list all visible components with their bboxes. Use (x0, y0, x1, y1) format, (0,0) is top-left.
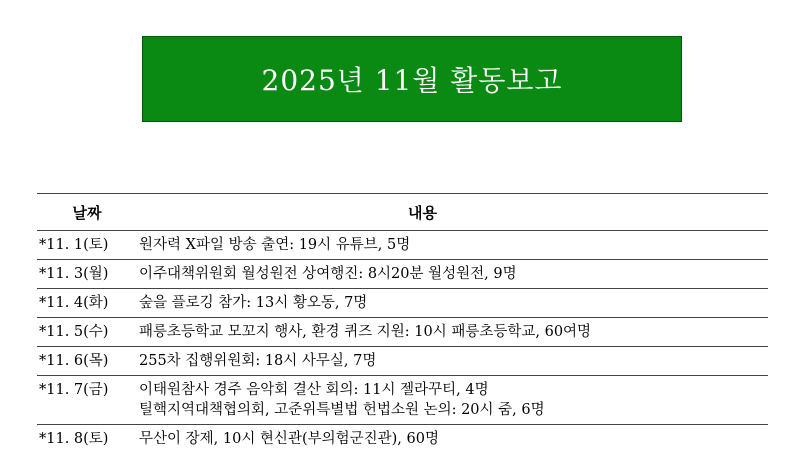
content-line: 원자력 X파일 방송 출연: 19시 유튜브, 5명 (139, 237, 411, 253)
table-row (37, 347, 768, 376)
page-title: 2025년 11월 활동보고 (261, 64, 563, 97)
table-row (37, 425, 768, 447)
row-date: *11. 7(금) (39, 382, 109, 398)
table-row (37, 376, 768, 425)
content-line: 숲을 플로깅 참가: 13시 황오동, 7명 (139, 295, 368, 311)
row-content (139, 260, 768, 288)
table-row (37, 289, 768, 318)
row-date: *11. 8(토) (39, 431, 109, 447)
content-line: 이태원참사 경주 음악회 결산 회의: 11시 젤라꾸티, 4명 (139, 382, 489, 398)
row-date: *11. 6(목) (39, 353, 109, 369)
row-content (139, 376, 768, 424)
row-content (139, 231, 768, 259)
row-content (139, 425, 768, 447)
row-content (139, 347, 768, 375)
row-date: *11. 1(토) (39, 237, 109, 253)
content-line: 틸핵지역대책협의회, 고준위특별법 헌법소원 논의: 20시 줌, 6명 (139, 402, 545, 418)
row-date: *11. 5(수) (39, 324, 109, 340)
activity-table (37, 193, 768, 447)
table-header (37, 194, 768, 231)
header-content: 내용 (408, 203, 437, 222)
title-banner (142, 36, 682, 122)
table-row (37, 318, 768, 347)
row-content (139, 289, 768, 317)
content-line: 255차 집행위원회: 18시 사무실, 7명 (139, 353, 377, 369)
row-date: *11. 4(화) (39, 295, 109, 311)
row-content (139, 318, 768, 346)
content-line: 이주대책위원회 월성원전 상여행진: 8시20분 월성원전, 9명 (139, 266, 517, 282)
row-date: *11. 3(월) (39, 266, 109, 282)
content-line: 패릉초등학교 모꼬지 행사, 환경 퀴즈 지원: 10시 패릉초등학교, 60여명 (139, 324, 592, 340)
content-line: 무산이 장제, 10시 현신관(부의험군진관), 60명 (139, 431, 439, 447)
table-row (37, 260, 768, 289)
table-row (37, 231, 768, 260)
header-date: 날짜 (72, 203, 102, 222)
